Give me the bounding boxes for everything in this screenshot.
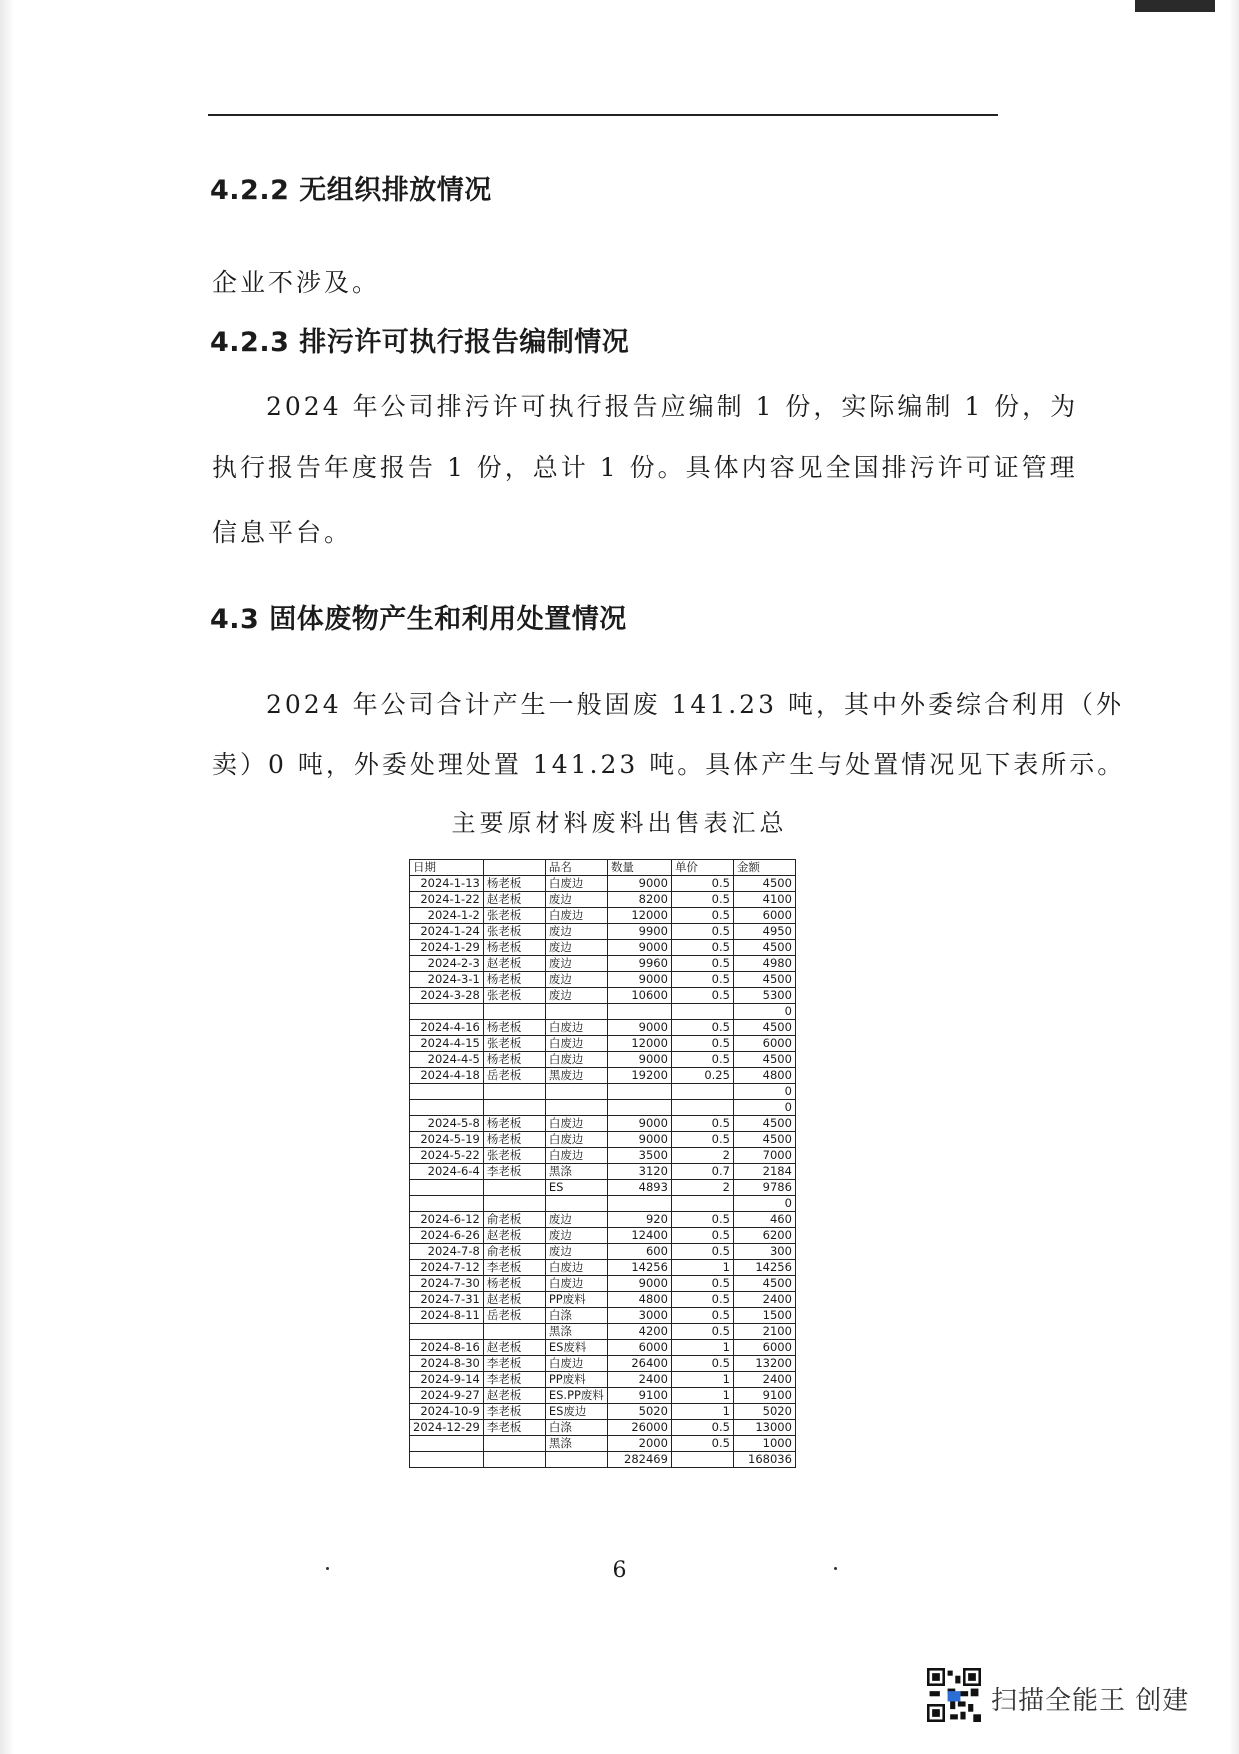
cell-unit-price: 1 — [671, 1340, 733, 1356]
cell-date: 2024-7-12 — [410, 1260, 484, 1276]
cell-quantity — [607, 1084, 671, 1100]
table-row — [410, 988, 796, 1004]
cell-date: 2024-2-3 — [410, 956, 484, 972]
table-row — [410, 908, 796, 924]
cell-amount: 13200 — [733, 1356, 795, 1372]
cell-unit-price: 0.25 — [671, 1068, 733, 1084]
cell-quantity: 9000 — [607, 876, 671, 892]
cell-unit-price: 0.5 — [671, 876, 733, 892]
cell-buyer: 李老板 — [483, 1356, 545, 1372]
cell-amount: 1500 — [733, 1308, 795, 1324]
cell-amount: 300 — [733, 1244, 795, 1260]
table-row — [410, 1020, 796, 1036]
cell-buyer: 杨老板 — [483, 1132, 545, 1148]
cell-buyer: 赵老板 — [483, 892, 545, 908]
table-row — [410, 972, 796, 988]
cell-item: 黑涤 — [545, 1436, 607, 1452]
table-header-row — [410, 860, 796, 876]
cell-unit-price: 0.5 — [671, 1132, 733, 1148]
cell-buyer: 张老板 — [483, 924, 545, 940]
cell-unit-price: 0.5 — [671, 1324, 733, 1340]
cell-quantity: 8200 — [607, 892, 671, 908]
header-buyer — [483, 860, 545, 876]
cell-quantity: 9100 — [607, 1388, 671, 1404]
cell-amount: 4950 — [733, 924, 795, 940]
cell-item: ES.PP废料 — [545, 1388, 607, 1404]
table-row — [410, 956, 796, 972]
cell-buyer: 岳老板 — [483, 1308, 545, 1324]
table-row — [410, 1116, 796, 1132]
heading-4-2-3: 4.2.3 排污许可执行报告编制情况 — [210, 327, 630, 358]
sales-summary-table — [409, 859, 796, 1468]
cell-item: 黑涤 — [545, 1324, 607, 1340]
cell-quantity: 6000 — [607, 1340, 671, 1356]
cell-unit-price: 2 — [671, 1180, 733, 1196]
table-row — [410, 1292, 796, 1308]
cell-item: 白涤 — [545, 1420, 607, 1436]
header-rule — [208, 114, 998, 116]
cell-date: 2024-7-31 — [410, 1292, 484, 1308]
cell-amount: 6000 — [733, 908, 795, 924]
table-row — [410, 1212, 796, 1228]
scan-shadow-left — [0, 0, 14, 1754]
cell-amount: 4500 — [733, 1052, 795, 1068]
table-row — [410, 1276, 796, 1292]
cell-date — [410, 1324, 484, 1340]
cell-amount: 460 — [733, 1212, 795, 1228]
cell-buyer: 杨老板 — [483, 940, 545, 956]
table-row — [410, 876, 796, 892]
scan-speck — [834, 1567, 837, 1570]
section-4-3-line-2: 卖）0 吨，外委处理处置 141.23 吨。具体产生与处置情况见下表所示。 — [212, 750, 1126, 779]
cell-item: ES废边 — [545, 1404, 607, 1420]
cell-amount: 2400 — [733, 1372, 795, 1388]
cell-date: 2024-1-24 — [410, 924, 484, 940]
cell-unit-price: 1 — [671, 1404, 733, 1420]
cell-quantity: 3500 — [607, 1148, 671, 1164]
cell-item: 白废边 — [545, 908, 607, 924]
cell-buyer — [483, 1196, 545, 1212]
cell-buyer: 杨老板 — [483, 1276, 545, 1292]
cell-buyer — [483, 1100, 545, 1116]
cell-quantity: 14256 — [607, 1260, 671, 1276]
table-row — [410, 1452, 796, 1468]
page-number: 6 — [612, 1558, 627, 1583]
cell-amount: 4500 — [733, 876, 795, 892]
cell-amount: 13000 — [733, 1420, 795, 1436]
cell-date: 2024-5-8 — [410, 1116, 484, 1132]
cell-item: 白涤 — [545, 1308, 607, 1324]
heading-4-3: 4.3 固体废物产生和利用处置情况 — [210, 604, 627, 635]
cell-amount: 1000 — [733, 1436, 795, 1452]
table-title: 主要原材料废料出售表汇总 — [451, 809, 788, 837]
cell-quantity — [607, 1100, 671, 1116]
cell-amount: 4500 — [733, 1276, 795, 1292]
cell-date: 2024-1-2 — [410, 908, 484, 924]
cell-unit-price: 0.5 — [671, 956, 733, 972]
table-row — [410, 1180, 796, 1196]
cell-quantity: 9960 — [607, 956, 671, 972]
cell-amount: 4500 — [733, 1020, 795, 1036]
table-row — [410, 1228, 796, 1244]
cell-date: 2024-4-18 — [410, 1068, 484, 1084]
cell-unit-price: 0.5 — [671, 1228, 733, 1244]
cell-unit-price: 0.5 — [671, 1276, 733, 1292]
cell-unit-price: 0.5 — [671, 1212, 733, 1228]
cell-unit-price: 0.5 — [671, 1244, 733, 1260]
cell-amount: 0 — [733, 1004, 795, 1020]
cell-quantity: 9000 — [607, 1132, 671, 1148]
table-row — [410, 1068, 796, 1084]
cell-item — [545, 1196, 607, 1212]
cell-amount: 9100 — [733, 1388, 795, 1404]
cell-item: 白废边 — [545, 1132, 607, 1148]
cell-item: 废边 — [545, 892, 607, 908]
cell-buyer: 李老板 — [483, 1420, 545, 1436]
cell-amount: 4100 — [733, 892, 795, 908]
cell-buyer — [483, 1180, 545, 1196]
cell-buyer: 李老板 — [483, 1372, 545, 1388]
cell-buyer: 杨老板 — [483, 876, 545, 892]
cell-date — [410, 1004, 484, 1020]
cell-date: 2024-7-8 — [410, 1244, 484, 1260]
cell-item: 白废边 — [545, 1052, 607, 1068]
cell-amount: 5300 — [733, 988, 795, 1004]
cell-buyer — [483, 1324, 545, 1340]
cell-amount: 0 — [733, 1196, 795, 1212]
cell-date: 2024-6-12 — [410, 1212, 484, 1228]
table-row — [410, 1084, 796, 1100]
cell-item: ES废料 — [545, 1340, 607, 1356]
cell-item — [545, 1452, 607, 1468]
cell-unit-price: 0.5 — [671, 1308, 733, 1324]
cell-quantity: 12000 — [607, 1036, 671, 1052]
table-row — [410, 1356, 796, 1372]
cell-unit-price: 0.5 — [671, 940, 733, 956]
cell-item: 废边 — [545, 1228, 607, 1244]
cell-amount: 0 — [733, 1100, 795, 1116]
table-row — [410, 1436, 796, 1452]
cell-buyer: 岳老板 — [483, 1068, 545, 1084]
corner-mark — [1135, 0, 1215, 12]
cell-quantity: 26400 — [607, 1356, 671, 1372]
cell-amount: 2100 — [733, 1324, 795, 1340]
table-row — [410, 1340, 796, 1356]
cell-buyer: 张老板 — [483, 988, 545, 1004]
cell-quantity: 9000 — [607, 940, 671, 956]
cell-item: 废边 — [545, 972, 607, 988]
cell-unit-price: 0.7 — [671, 1164, 733, 1180]
table-row — [410, 1148, 796, 1164]
cell-item: 废边 — [545, 1212, 607, 1228]
cell-amount: 4500 — [733, 972, 795, 988]
cell-date: 2024-4-15 — [410, 1036, 484, 1052]
watermark-text: 扫描全能王 创建 — [991, 1686, 1190, 1716]
cell-quantity: 19200 — [607, 1068, 671, 1084]
table-row — [410, 1372, 796, 1388]
cell-unit-price — [671, 1196, 733, 1212]
cell-buyer: 赵老板 — [483, 1388, 545, 1404]
cell-quantity: 3120 — [607, 1164, 671, 1180]
cell-date — [410, 1100, 484, 1116]
cell-unit-price: 0.5 — [671, 908, 733, 924]
cell-quantity — [607, 1004, 671, 1020]
cell-buyer — [483, 1452, 545, 1468]
cell-quantity: 4800 — [607, 1292, 671, 1308]
cell-unit-price: 0.5 — [671, 924, 733, 940]
cell-amount: 2184 — [733, 1164, 795, 1180]
table-row — [410, 1388, 796, 1404]
section-4-2-3-line-1: 2024 年公司排污许可执行报告应编制 1 份，实际编制 1 份，为 — [266, 392, 1079, 421]
table-row — [410, 924, 796, 940]
cell-item: 废边 — [545, 988, 607, 1004]
cell-quantity: 26000 — [607, 1420, 671, 1436]
cell-buyer: 张老板 — [483, 1036, 545, 1052]
cell-item — [545, 1100, 607, 1116]
cell-quantity: 12000 — [607, 908, 671, 924]
cell-buyer: 杨老板 — [483, 1020, 545, 1036]
scan-speck — [326, 1567, 329, 1570]
cell-date: 2024-12-29 — [410, 1420, 484, 1436]
section-4-2-3-line-2: 执行报告年度报告 1 份，总计 1 份。具体内容见全国排污许可证管理 — [212, 453, 1078, 482]
cell-amount: 6000 — [733, 1340, 795, 1356]
cell-amount: 4980 — [733, 956, 795, 972]
header-quantity: 数量 — [607, 860, 671, 876]
cell-buyer: 赵老板 — [483, 1228, 545, 1244]
cell-amount: 9786 — [733, 1180, 795, 1196]
cell-buyer — [483, 1004, 545, 1020]
cell-date: 2024-3-28 — [410, 988, 484, 1004]
cell-date: 2024-3-1 — [410, 972, 484, 988]
cell-item: 白废边 — [545, 876, 607, 892]
cell-unit-price — [671, 1004, 733, 1020]
table-row — [410, 1244, 796, 1260]
cell-item: 废边 — [545, 956, 607, 972]
cell-date — [410, 1196, 484, 1212]
cell-amount: 0 — [733, 1084, 795, 1100]
cell-date: 2024-1-22 — [410, 892, 484, 908]
cell-unit-price: 0.5 — [671, 972, 733, 988]
cell-amount: 14256 — [733, 1260, 795, 1276]
table-row — [410, 1052, 796, 1068]
cell-unit-price: 0.5 — [671, 1356, 733, 1372]
cell-item: 白废边 — [545, 1020, 607, 1036]
table-row — [410, 1100, 796, 1116]
cell-item: 白废边 — [545, 1356, 607, 1372]
cell-buyer: 俞老板 — [483, 1212, 545, 1228]
cell-buyer — [483, 1436, 545, 1452]
cell-quantity: 9000 — [607, 1116, 671, 1132]
cell-date: 2024-4-5 — [410, 1052, 484, 1068]
table-row — [410, 1404, 796, 1420]
cell-item: 黑废边 — [545, 1068, 607, 1084]
table-row — [410, 1164, 796, 1180]
cell-unit-price: 2 — [671, 1148, 733, 1164]
cell-date: 2024-8-11 — [410, 1308, 484, 1324]
cell-amount: 4800 — [733, 1068, 795, 1084]
cell-date: 2024-6-4 — [410, 1164, 484, 1180]
cell-amount: 6200 — [733, 1228, 795, 1244]
table-row — [410, 1196, 796, 1212]
cell-amount: 4500 — [733, 940, 795, 956]
cell-amount: 4500 — [733, 1116, 795, 1132]
cell-unit-price: 1 — [671, 1388, 733, 1404]
cell-item — [545, 1084, 607, 1100]
cell-quantity: 3000 — [607, 1308, 671, 1324]
scan-shadow-right — [1229, 0, 1239, 1754]
cell-date: 2024-9-14 — [410, 1372, 484, 1388]
cell-unit-price — [671, 1100, 733, 1116]
cell-buyer: 李老板 — [483, 1164, 545, 1180]
cell-date — [410, 1436, 484, 1452]
cell-quantity: 600 — [607, 1244, 671, 1260]
cell-item: ES — [545, 1180, 607, 1196]
cell-item: 黑涤 — [545, 1164, 607, 1180]
cell-unit-price: 0.5 — [671, 1052, 733, 1068]
table-row — [410, 1004, 796, 1020]
cell-quantity: 12400 — [607, 1228, 671, 1244]
cell-unit-price: 0.5 — [671, 1020, 733, 1036]
cell-date: 2024-5-19 — [410, 1132, 484, 1148]
cell-unit-price: 0.5 — [671, 1036, 733, 1052]
cell-date: 2024-1-13 — [410, 876, 484, 892]
cell-date: 2024-8-30 — [410, 1356, 484, 1372]
table-body — [410, 876, 796, 1468]
cell-date — [410, 1180, 484, 1196]
table-row — [410, 940, 796, 956]
cell-quantity: 5020 — [607, 1404, 671, 1420]
cell-quantity: 282469 — [607, 1452, 671, 1468]
cell-item: 白废边 — [545, 1036, 607, 1052]
cell-item: 废边 — [545, 1244, 607, 1260]
cell-amount: 7000 — [733, 1148, 795, 1164]
cell-amount: 4500 — [733, 1132, 795, 1148]
cell-quantity: 10600 — [607, 988, 671, 1004]
cell-quantity: 9000 — [607, 1052, 671, 1068]
cell-buyer: 杨老板 — [483, 1052, 545, 1068]
cell-item: 白废边 — [545, 1148, 607, 1164]
cell-unit-price: 0.5 — [671, 892, 733, 908]
header-amount: 金额 — [733, 860, 795, 876]
table-row — [410, 892, 796, 908]
cell-quantity: 4893 — [607, 1180, 671, 1196]
table-row — [410, 1260, 796, 1276]
cell-unit-price: 0.5 — [671, 1116, 733, 1132]
table-row — [410, 1132, 796, 1148]
cell-buyer: 李老板 — [483, 1404, 545, 1420]
cell-item: PP废料 — [545, 1372, 607, 1388]
cell-unit-price — [671, 1452, 733, 1468]
cell-item: 白废边 — [545, 1260, 607, 1276]
cell-quantity: 9000 — [607, 1276, 671, 1292]
cell-unit-price: 1 — [671, 1260, 733, 1276]
cell-amount: 2400 — [733, 1292, 795, 1308]
cell-date: 2024-5-22 — [410, 1148, 484, 1164]
cell-date: 2024-4-16 — [410, 1020, 484, 1036]
cell-buyer: 杨老板 — [483, 972, 545, 988]
cell-item: 废边 — [545, 924, 607, 940]
cell-quantity: 920 — [607, 1212, 671, 1228]
cell-amount: 6000 — [733, 1036, 795, 1052]
cell-date — [410, 1084, 484, 1100]
cell-buyer: 俞老板 — [483, 1244, 545, 1260]
cell-date: 2024-6-26 — [410, 1228, 484, 1244]
cell-quantity: 2000 — [607, 1436, 671, 1452]
cell-quantity — [607, 1196, 671, 1212]
cell-buyer: 赵老板 — [483, 1292, 545, 1308]
cell-quantity: 2400 — [607, 1372, 671, 1388]
table-row — [410, 1308, 796, 1324]
section-4-2-2-body: 企业不涉及。 — [212, 268, 381, 297]
table-row — [410, 1420, 796, 1436]
cell-unit-price: 0.5 — [671, 1292, 733, 1308]
cell-item: 废边 — [545, 940, 607, 956]
cell-unit-price: 1 — [671, 1372, 733, 1388]
header-date: 日期 — [410, 860, 484, 876]
cell-unit-price — [671, 1084, 733, 1100]
cell-amount: 5020 — [733, 1404, 795, 1420]
cell-date: 2024-1-29 — [410, 940, 484, 956]
cell-item: PP废料 — [545, 1292, 607, 1308]
cell-date: 2024-10-9 — [410, 1404, 484, 1420]
cell-date: 2024-8-16 — [410, 1340, 484, 1356]
header-item: 品名 — [545, 860, 607, 876]
cell-unit-price: 0.5 — [671, 988, 733, 1004]
cell-date: 2024-9-27 — [410, 1388, 484, 1404]
cell-buyer: 张老板 — [483, 908, 545, 924]
table-row — [410, 1324, 796, 1340]
qr-code-icon — [927, 1668, 981, 1722]
header-unit-price: 单价 — [671, 860, 733, 876]
cell-unit-price: 0.5 — [671, 1420, 733, 1436]
cell-quantity: 4200 — [607, 1324, 671, 1340]
cell-buyer: 赵老板 — [483, 956, 545, 972]
heading-4-2-2: 4.2.2 无组织排放情况 — [210, 175, 492, 206]
cell-date: 2024-7-30 — [410, 1276, 484, 1292]
cell-buyer: 李老板 — [483, 1260, 545, 1276]
cell-quantity: 9000 — [607, 972, 671, 988]
cell-unit-price: 0.5 — [671, 1436, 733, 1452]
cell-date — [410, 1452, 484, 1468]
cell-buyer: 杨老板 — [483, 1116, 545, 1132]
cell-item — [545, 1004, 607, 1020]
cell-buyer — [483, 1084, 545, 1100]
cell-item: 白废边 — [545, 1276, 607, 1292]
section-4-2-3-line-3: 信息平台。 — [212, 518, 353, 547]
section-4-3-line-1: 2024 年公司合计产生一般固废 141.23 吨，其中外委综合利用（外 — [266, 690, 1124, 719]
cell-quantity: 9900 — [607, 924, 671, 940]
cell-amount: 168036 — [733, 1452, 795, 1468]
table-row — [410, 1036, 796, 1052]
cell-quantity: 9000 — [607, 1020, 671, 1036]
cell-item: 白废边 — [545, 1116, 607, 1132]
cell-buyer: 赵老板 — [483, 1340, 545, 1356]
cell-buyer: 张老板 — [483, 1148, 545, 1164]
